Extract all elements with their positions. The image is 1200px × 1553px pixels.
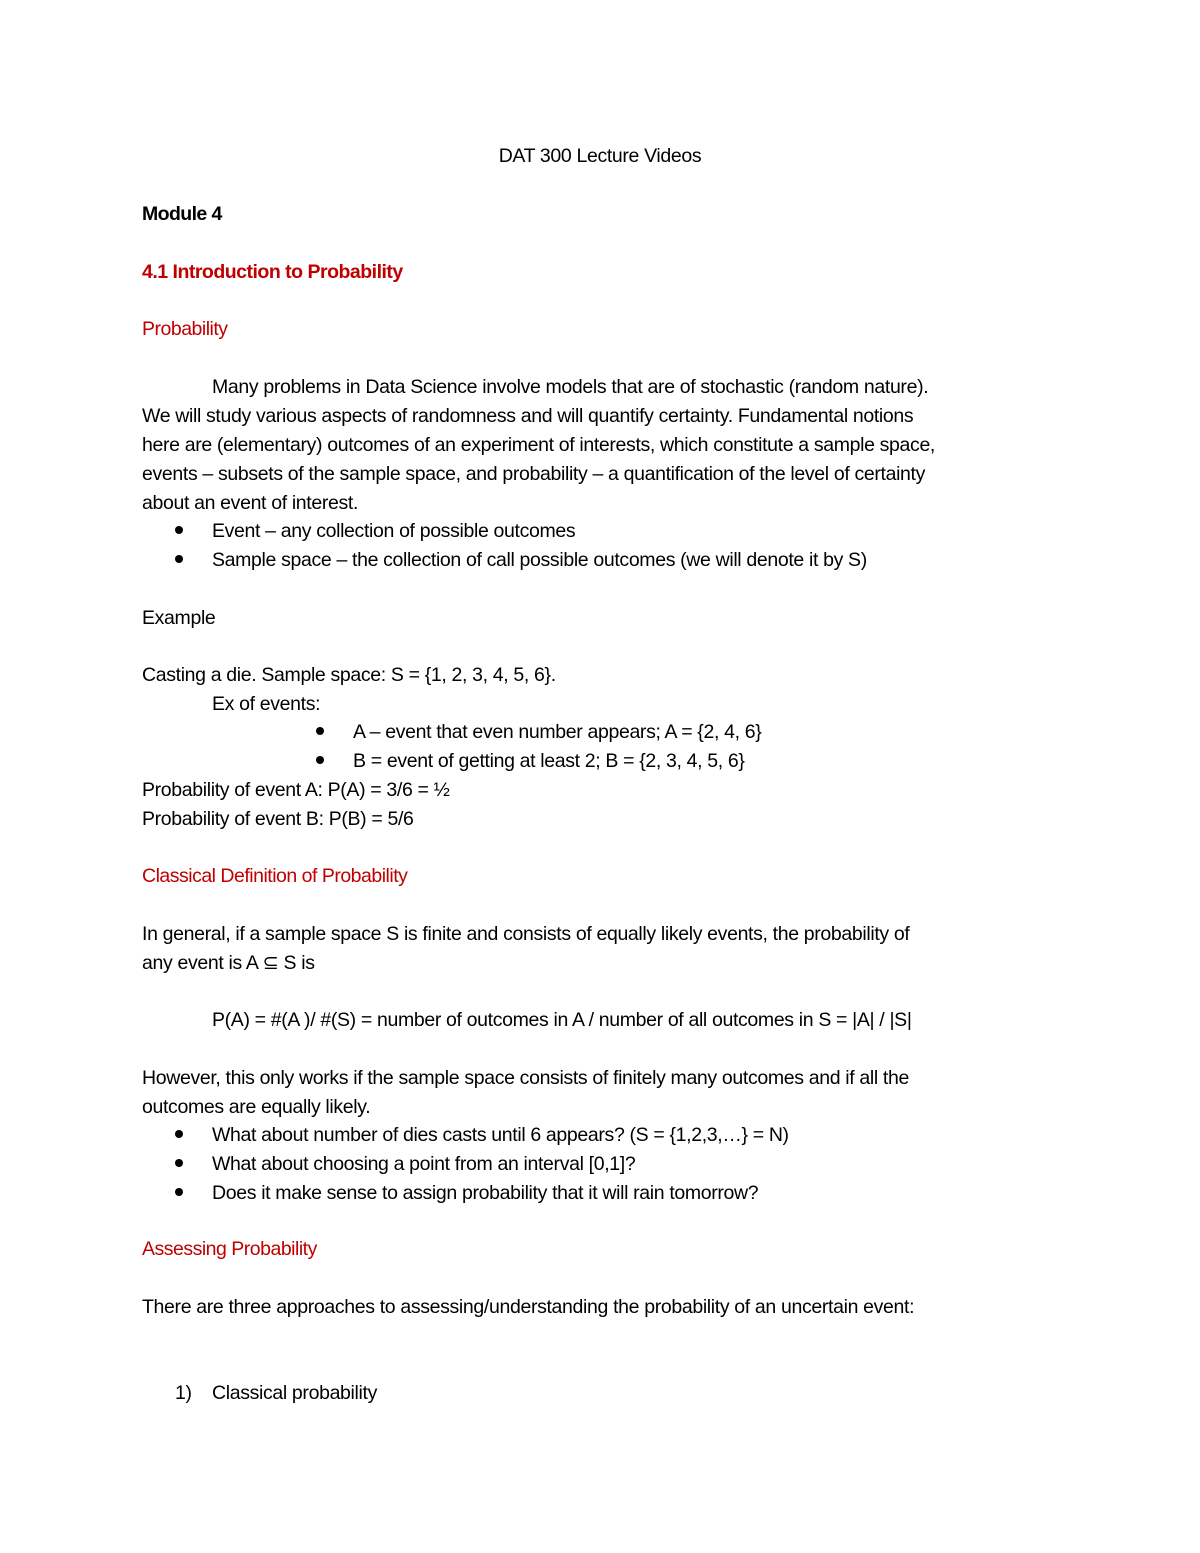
casting-line: Casting a die. Sample space: S = {1, 2, 3, 4, 5, 6}. <box>142 664 556 686</box>
assessing-intro: There are three approaches to assessing/understanding the probability of an uncertain event: <box>142 1296 915 1318</box>
classical-heading: Classical Definition of Probability <box>142 865 408 887</box>
assessing-heading: Assessing Probability <box>142 1238 317 1260</box>
bullet-icon <box>175 555 183 563</box>
bullet-icon <box>175 1159 183 1167</box>
list-item: B = event of getting at least 2; B = {2, 3, 4, 5, 6} <box>353 750 745 772</box>
paragraph-line: any event is A ⊆ S is <box>142 952 315 974</box>
list-item: A – event that even number appears; A = {2, 4, 6} <box>353 721 762 743</box>
paragraph-line: outcomes are equally likely. <box>142 1096 371 1118</box>
probability-heading: Probability <box>142 318 228 340</box>
paragraph-line: here are (elementary) outcomes of an experiment of interests, which constitute a sample space, <box>142 434 936 456</box>
list-item: Sample space – the collection of call possible outcomes (we will denote it by S) <box>212 549 867 571</box>
paragraph-line: We will study various aspects of randomness and will quantify certainty. Fundamental notions <box>142 405 914 427</box>
example-heading: Example <box>142 607 216 629</box>
bullet-icon <box>316 756 324 764</box>
probability-a-line: Probability of event A: P(A) = 3/6 = ½ <box>142 779 450 801</box>
list-item: Classical probability <box>212 1382 377 1404</box>
list-item: Does it make sense to assign probability that it will rain tomorrow? <box>212 1182 759 1204</box>
bullet-icon <box>175 1188 183 1196</box>
list-marker: 1) <box>175 1382 192 1404</box>
bullet-icon <box>175 526 183 534</box>
list-item: What about choosing a point from an interval [0,1]? <box>212 1153 636 1175</box>
paragraph-line: about an event of interest. <box>142 492 359 514</box>
module-heading: Module 4 <box>142 203 222 225</box>
paragraph-line: events – subsets of the sample space, and probability – a quantification of the level of certainty <box>142 463 926 485</box>
list-item: Event – any collection of possible outcomes <box>212 520 576 542</box>
bullet-icon <box>175 1130 183 1138</box>
probability-b-line: Probability of event B: P(B) = 5/6 <box>142 808 414 830</box>
section-title: 4.1 Introduction to Probability <box>142 261 403 283</box>
formula-line: P(A) = #(A )/ #(S) = number of outcomes in A / number of all outcomes in S = |A| / |S| <box>212 1009 912 1031</box>
paragraph-line: In general, if a sample space S is finite and consists of equally likely events, the probability of <box>142 923 910 945</box>
list-item: What about number of dies casts until 6 appears? (S = {1,2,3,…} = N) <box>212 1124 789 1146</box>
document-title: DAT 300 Lecture Videos <box>498 145 702 167</box>
bullet-icon <box>316 727 324 735</box>
ex-events-label: Ex of events: <box>212 693 321 715</box>
paragraph-line: However, this only works if the sample space consists of finitely many outcomes and if all the <box>142 1067 909 1089</box>
paragraph-line: Many problems in Data Science involve models that are of stochastic (random nature). <box>212 376 929 398</box>
